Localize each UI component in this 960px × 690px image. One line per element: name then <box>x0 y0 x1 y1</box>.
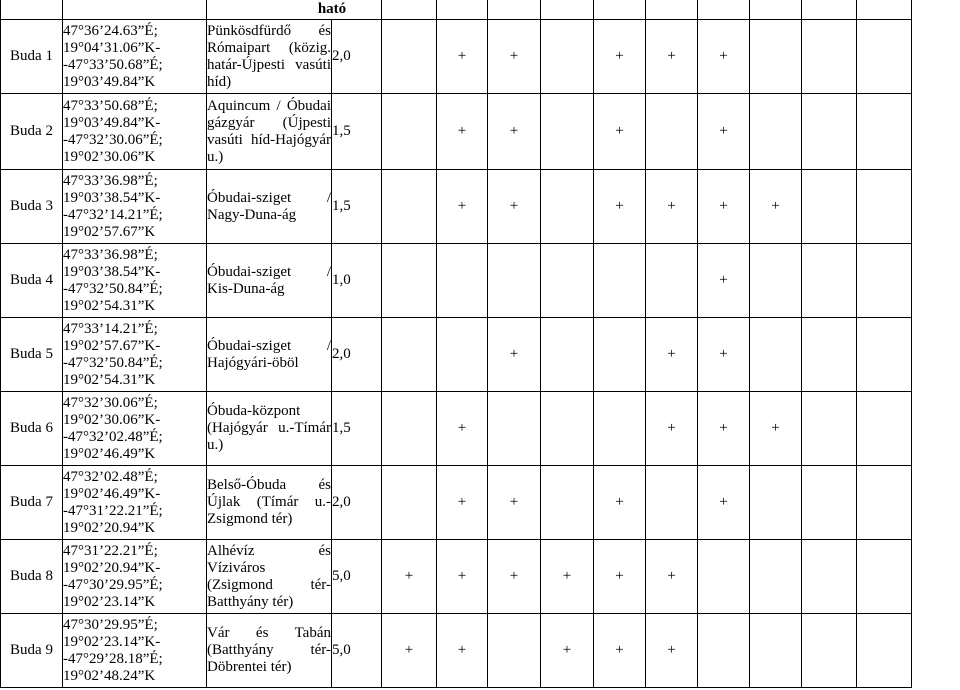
plus-mark: + <box>667 198 676 214</box>
plus-mark: + <box>615 198 624 214</box>
mark-cell <box>488 318 541 392</box>
mark-cell <box>437 466 488 540</box>
mark-cell <box>698 392 750 466</box>
plus-mark: + <box>667 346 676 362</box>
mark-cell <box>646 318 698 392</box>
coordinate-line: -47°29’28.18”É; <box>63 650 163 667</box>
header-continued-word: ható <box>317 0 347 17</box>
plus-mark: + <box>457 198 467 214</box>
mark-cell <box>437 20 488 94</box>
mark-cell <box>750 540 802 614</box>
section-coordinates <box>63 244 207 318</box>
plus-mark: + <box>457 568 467 584</box>
plus-mark: + <box>771 420 780 436</box>
location-line: Döbrentei tér) <box>207 659 292 675</box>
plus-mark: + <box>509 198 519 214</box>
mark-cell <box>802 614 857 688</box>
mark-cell <box>802 466 857 540</box>
coordinate-line: 47°33’50.68”É; <box>63 97 158 114</box>
section-coordinates <box>63 540 207 614</box>
section-name: Buda 2 <box>1 94 63 170</box>
table-row <box>1 318 912 392</box>
section-value: 1,0 <box>332 244 382 318</box>
section-location <box>207 614 332 688</box>
mark-cell <box>488 20 541 94</box>
plus-mark: + <box>509 123 519 139</box>
mark-cell <box>646 466 698 540</box>
coordinate-line: 47°33’14.21”É; <box>63 320 158 337</box>
plus-mark: + <box>457 123 467 139</box>
section-coordinates <box>63 318 207 392</box>
mark-cell <box>382 170 437 244</box>
mark-cell <box>750 318 802 392</box>
coordinate-line: 19°03’38.54”K- <box>63 189 161 206</box>
mark-cell <box>541 318 594 392</box>
plus-mark: + <box>667 48 676 64</box>
location-line: Pünkösdfürdő és <box>207 22 331 39</box>
table-row <box>1 466 912 540</box>
section-name: Buda 9 <box>1 614 63 688</box>
table-row <box>1 392 912 466</box>
coordinate-line: 19°02’48.24”K <box>63 667 156 684</box>
section-name: Buda 4 <box>1 244 63 318</box>
plus-mark: + <box>615 568 624 584</box>
plus-mark: + <box>457 642 467 658</box>
mark-cell <box>857 540 912 614</box>
section-location <box>207 466 332 540</box>
mark-cell <box>857 244 912 318</box>
plus-mark: + <box>509 48 519 64</box>
mark-cell <box>437 244 488 318</box>
mark-cell <box>437 318 488 392</box>
section-value: 1,5 <box>332 392 382 466</box>
mark-cell <box>437 540 488 614</box>
plus-mark: + <box>457 48 467 64</box>
plus-mark: + <box>667 642 676 658</box>
location-line: Vár és Tabán <box>207 625 331 641</box>
location-line: Rómaipart (közig. <box>207 39 331 56</box>
coordinate-line: -47°32’50.84”É; <box>63 280 163 297</box>
plus-mark: + <box>719 123 728 139</box>
mark-cell <box>437 94 488 170</box>
mark-cell <box>488 170 541 244</box>
plus-mark: + <box>719 346 728 362</box>
mark-cell <box>698 170 750 244</box>
coordinate-line: 19°02’20.94”K- <box>63 559 161 576</box>
section-value: 1,5 <box>332 170 382 244</box>
mark-cell <box>382 318 437 392</box>
coordinate-line: 19°02’30.06”K <box>63 148 156 165</box>
section-name: Buda 6 <box>1 392 63 466</box>
location-line: u.) <box>207 437 224 453</box>
mark-cell <box>488 392 541 466</box>
plus-mark: + <box>404 642 414 658</box>
table-row <box>1 244 912 318</box>
mark-cell <box>382 244 437 318</box>
header-row <box>1 0 912 20</box>
plus-mark: + <box>509 346 519 362</box>
coordinate-line: 47°36’24.63”É; <box>63 22 158 39</box>
mark-cell <box>750 20 802 94</box>
location-line: Óbudai-sziget / <box>207 337 331 354</box>
mark-cell <box>698 94 750 170</box>
mark-cell <box>541 466 594 540</box>
coordinate-line: -47°33’50.68”É; <box>63 56 163 73</box>
mark-cell <box>541 392 594 466</box>
plus-mark: + <box>719 272 728 288</box>
coordinate-line: 19°02’57.67”K- <box>63 337 161 354</box>
location-line: (Batthyány tér- <box>207 642 331 658</box>
plus-mark: + <box>615 48 624 64</box>
plus-mark: + <box>562 642 572 658</box>
section-coordinates <box>63 94 207 170</box>
mark-cell <box>857 614 912 688</box>
mark-cell <box>594 318 646 392</box>
section-value: 2,0 <box>332 466 382 540</box>
section-location <box>207 20 332 94</box>
mark-cell <box>382 20 437 94</box>
section-location <box>207 94 332 170</box>
plus-mark: + <box>562 568 572 584</box>
coordinate-line: -47°32’50.84”É; <box>63 354 163 371</box>
plus-mark: + <box>509 494 519 510</box>
location-line: Aquincum / Óbudai <box>207 97 331 114</box>
mark-cell <box>382 392 437 466</box>
coordinate-line: -47°32’30.06”É; <box>63 131 163 148</box>
section-name: Buda 1 <box>1 20 63 94</box>
location-line: Kis-Duna-ág <box>207 280 285 297</box>
location-line: (Hajógyár u.-Tímár <box>207 420 331 436</box>
mark-cell <box>541 94 594 170</box>
location-line: vasúti híd-Hajógyár <box>207 131 331 148</box>
plus-mark: + <box>615 642 624 658</box>
mark-cell <box>382 614 437 688</box>
coordinate-line: 19°03’49.84”K- <box>63 114 161 131</box>
section-value: 2,0 <box>332 20 382 94</box>
plus-mark: + <box>615 123 624 139</box>
mark-cell <box>541 614 594 688</box>
mark-cell <box>594 466 646 540</box>
mark-cell <box>750 392 802 466</box>
mark-cell <box>594 392 646 466</box>
section-location <box>207 170 332 244</box>
coordinate-line: 19°02’46.49”K- <box>63 485 161 502</box>
section-coordinates <box>63 392 207 466</box>
plus-mark: + <box>457 420 467 436</box>
mark-cell <box>594 614 646 688</box>
mark-cell <box>802 94 857 170</box>
location-line: Nagy-Duna-ág <box>207 206 297 223</box>
mark-cell <box>488 614 541 688</box>
mark-cell <box>802 244 857 318</box>
plus-mark: + <box>667 420 676 436</box>
table-row <box>1 540 912 614</box>
mark-cell <box>646 94 698 170</box>
mark-cell <box>750 94 802 170</box>
plus-mark: + <box>667 568 676 584</box>
location-line: Belső-Óbuda és <box>207 477 331 493</box>
mark-cell <box>437 170 488 244</box>
mark-cell <box>541 244 594 318</box>
section-coordinates <box>63 614 207 688</box>
mark-cell <box>488 94 541 170</box>
coordinate-line: 47°32’30.06”É; <box>63 394 158 411</box>
mark-cell <box>382 540 437 614</box>
coordinate-line: 19°04’31.06”K- <box>63 39 161 56</box>
mark-cell <box>541 20 594 94</box>
mark-cell <box>382 94 437 170</box>
mark-cell <box>802 20 857 94</box>
table-row <box>1 170 912 244</box>
mark-cell <box>857 392 912 466</box>
table-row <box>1 94 912 170</box>
coordinate-line: 19°02’57.67”K <box>63 223 156 240</box>
table-row <box>1 614 912 688</box>
mark-cell <box>594 170 646 244</box>
mark-cell <box>698 540 750 614</box>
section-value: 5,0 <box>332 614 382 688</box>
mark-cell <box>594 94 646 170</box>
mark-cell <box>646 614 698 688</box>
section-value: 2,0 <box>332 318 382 392</box>
location-line: u.) <box>207 148 224 165</box>
section-value: 1,5 <box>332 94 382 170</box>
location-line: Zsigmond tér) <box>207 511 293 527</box>
section-location <box>207 244 332 318</box>
plus-mark: + <box>719 494 728 510</box>
mark-cell <box>857 94 912 170</box>
section-name: Buda 5 <box>1 318 63 392</box>
location-line: Óbudai-sziget / <box>207 263 331 280</box>
coordinate-line: 19°02’30.06”K- <box>63 411 161 428</box>
location-line: (Zsigmond tér- <box>207 576 331 593</box>
plus-mark: + <box>509 568 519 584</box>
section-location <box>207 318 332 392</box>
coordinate-line: 19°02’20.94”K <box>63 519 156 536</box>
location-line: Alhévíz és <box>207 542 331 559</box>
mark-cell <box>646 170 698 244</box>
mark-cell <box>750 466 802 540</box>
mark-cell <box>698 614 750 688</box>
section-location <box>207 540 332 614</box>
mark-cell <box>382 466 437 540</box>
coordinate-line: 19°03’49.84”K <box>63 73 156 90</box>
location-line: határ-Újpesti vasúti <box>207 56 331 73</box>
mark-cell <box>541 540 594 614</box>
plus-mark: + <box>457 494 467 510</box>
location-line: gázgyár (Újpesti <box>207 114 331 131</box>
mark-cell <box>594 20 646 94</box>
mark-cell <box>857 170 912 244</box>
coordinate-line: 19°02’23.14”K- <box>63 633 161 650</box>
mark-cell <box>750 244 802 318</box>
location-line: Óbudai-sziget / <box>207 189 331 206</box>
mark-cell <box>488 466 541 540</box>
mark-cell <box>437 614 488 688</box>
location-line: Újlak (Tímár u.- <box>207 494 331 510</box>
plus-mark: + <box>719 198 728 214</box>
coordinate-line: -47°32’02.48”É; <box>63 428 163 445</box>
coordinate-line: 47°32’02.48”É; <box>63 468 158 485</box>
section-name: Buda 8 <box>1 540 63 614</box>
plus-mark: + <box>404 568 414 584</box>
mark-cell <box>857 466 912 540</box>
mark-cell <box>802 318 857 392</box>
mark-cell <box>646 540 698 614</box>
location-line: híd) <box>207 73 232 90</box>
table-row <box>1 20 912 94</box>
section-coordinates <box>63 466 207 540</box>
coordinate-line: 19°02’54.31”K <box>63 371 156 388</box>
mark-cell <box>488 244 541 318</box>
coordinate-line: -47°32’14.21”É; <box>63 206 163 223</box>
coordinate-line: -47°30’29.95”É; <box>63 576 163 593</box>
mark-cell <box>857 20 912 94</box>
location-line: Batthyány tér) <box>207 593 294 610</box>
section-location <box>207 392 332 466</box>
mark-cell <box>646 20 698 94</box>
mark-cell <box>698 466 750 540</box>
coordinate-line: 19°03’38.54”K- <box>63 263 161 280</box>
coordinate-line: -47°31’22.21”É; <box>63 502 163 519</box>
plus-mark: + <box>719 48 728 64</box>
mark-cell <box>541 170 594 244</box>
plus-mark: + <box>719 420 728 436</box>
section-name: Buda 7 <box>1 466 63 540</box>
mark-cell <box>802 540 857 614</box>
plus-mark: + <box>771 198 780 214</box>
mark-cell <box>698 244 750 318</box>
mark-cell <box>437 392 488 466</box>
coordinate-line: 47°30’29.95”É; <box>63 616 158 633</box>
section-name: Buda 3 <box>1 170 63 244</box>
section-coordinates <box>63 170 207 244</box>
mark-cell <box>698 20 750 94</box>
section-value: 5,0 <box>332 540 382 614</box>
location-line: Óbuda-központ <box>207 403 301 419</box>
mark-cell <box>594 244 646 318</box>
mark-cell <box>698 318 750 392</box>
plus-mark: + <box>615 494 624 510</box>
mark-cell <box>802 170 857 244</box>
coordinate-line: 47°33’36.98”É; <box>63 246 158 263</box>
mark-cell <box>857 318 912 392</box>
mark-cell <box>594 540 646 614</box>
coordinate-line: 47°33’36.98”É; <box>63 172 158 189</box>
coordinate-line: 19°02’46.49”K <box>63 445 156 462</box>
location-line: Hajógyári-öböl <box>207 354 299 371</box>
coordinate-line: 47°31’22.21”É; <box>63 542 158 559</box>
location-line: Víziváros <box>207 559 266 576</box>
section-coordinates <box>63 20 207 94</box>
mark-cell <box>750 614 802 688</box>
mark-cell <box>488 540 541 614</box>
mark-cell <box>750 170 802 244</box>
mark-cell <box>646 392 698 466</box>
mark-cell <box>646 244 698 318</box>
coordinate-line: 19°02’54.31”K <box>63 297 156 314</box>
mark-cell <box>802 392 857 466</box>
coordinate-line: 19°02’23.14”K <box>63 593 156 610</box>
